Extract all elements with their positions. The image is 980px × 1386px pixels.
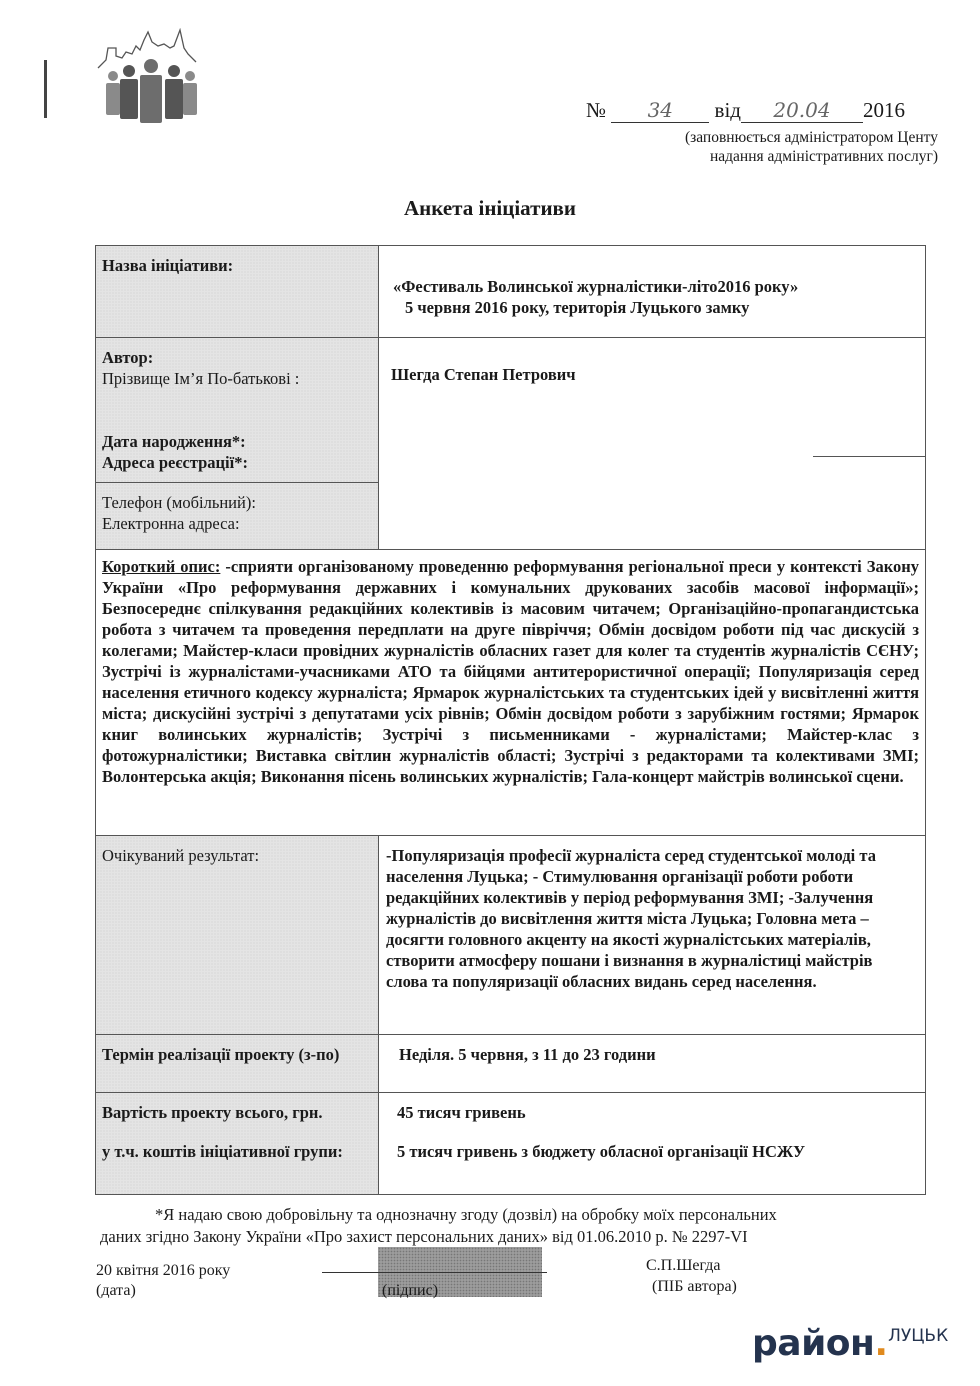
registration-number (586, 98, 905, 123)
label-cell (96, 1093, 379, 1195)
author-caption: (ПІБ автора) (652, 1278, 737, 1295)
expected-result-label: Очікуваний результат: (102, 846, 260, 865)
registration-note-line: надання адміністративних послуг) (709, 148, 938, 165)
phone-label: Телефон (мобільний): (102, 493, 256, 512)
group-funds-value: 5 тисяч гривень з бюджету обласної організації НСЖУ (397, 1142, 806, 1161)
initiative-title: «Фестиваль Волинської журналістики-літо2016 року» (393, 277, 799, 296)
lutsk-community-logo-icon (96, 28, 206, 128)
author-initials: С.П.Шегда (646, 1257, 721, 1274)
registration-note (685, 128, 938, 166)
initiative-date-place: 5 червня 2016 року, територія Луцького замку (405, 298, 750, 317)
address-label: Адреса реєстрації*: (102, 453, 248, 472)
row-initiative-name (96, 246, 926, 338)
full-name-label: Прізвище Ім’я По-батькові : (102, 369, 300, 388)
signature-line (322, 1272, 547, 1273)
term-value[interactable]: Неділя. 5 червня, з 11 до 23 години (379, 1035, 926, 1093)
number-prefix: № (586, 98, 607, 122)
total-cost-value: 45 тисяч гривень (397, 1103, 526, 1122)
label-cell (96, 483, 379, 550)
redaction-line (813, 456, 925, 457)
email-label: Електронна адреса: (102, 514, 240, 533)
scan-artifact-bar (44, 60, 47, 118)
brand-name: район (752, 1323, 875, 1364)
description-text: -сприяти організованому проведенню реформування регіональної преси у контексті Закону України «Про реформування державних і комунальних друкованих засобів масової інформації»; Безпосереднє спілкування редакційних колективів із масовим читачем; Організаційно-пропагандистська робота з читачем та проведення передплати на друге півріччя; Обмін досвідом роботи під час дискусій з колегами; Майстер-класи провідних журналістів обласних газет для колег та студентів журналістів СЄНУ; Зустрічі із журналістами-учасниками АТО та бійцями антитерористичної операції; Популяризація серед населення етичного кодексу журналіста; Ярмарок журналістських та студентських ідей у висвітленні життя міста; дискусійні зустрічі з депутатами усіх рівнів; Обмін досвідом роботи з зарубіжним гостями; Ярмарок книг волинських журналістів; Зустрічі з письменниками - журналістами; Майстер-клас з фотожурналістики; Виставка світлин журналістів області; Зустрічі з редакторами та колективами ЗМІ; Волонтерська акція; Виконання пісень волинських журналістів; Гала-концерт майстрів волинської сцени. (102, 557, 920, 786)
brand-city: ЛУЦЬК (888, 1326, 949, 1346)
page-title: Анкета ініціативи (404, 196, 576, 220)
row-cost (96, 1093, 926, 1195)
label-cell (96, 338, 379, 483)
row-expected-result (96, 836, 926, 1035)
initiative-form-table (95, 245, 926, 1195)
author-label: Автор: (102, 348, 154, 367)
registration-date-field[interactable]: 20.04 (741, 98, 863, 123)
label-cell (96, 836, 379, 1035)
consent-date: 20 квітня 2016 року (96, 1262, 231, 1279)
label-cell (96, 1035, 379, 1093)
description-label: Короткий опис: (102, 557, 221, 576)
signature-caption: (підпис) (382, 1282, 439, 1299)
registration-number-field[interactable]: 34 (611, 98, 709, 123)
row-term (96, 1035, 926, 1093)
date-caption: (дата) (96, 1282, 136, 1299)
cost-value[interactable] (379, 1093, 926, 1195)
total-cost-label: Вартість проекту всього, грн. (102, 1103, 323, 1122)
date-prefix: від (714, 98, 741, 122)
consent-line: *Я надаю свою добровільну та однозначну згоду (дозвіл) на обробку моїх персональних (155, 1205, 777, 1224)
description-cell[interactable] (96, 550, 926, 836)
initiative-name-label: Назва ініціативи: (102, 256, 234, 275)
expected-result-value[interactable]: -Популяризація професії журналіста серед студентської молоді та населення Луцька; - Стимулювання організації роботи роботи редакційних колективів у період реформування ЗМІ; -Залучення журналістів до висвітлення життя міста Луцька; Головна мета – досягти головного акценту на якості журналістських матеріалів, створити атмосферу пошани і визнання в журналістиці майстрів слова та популяризації обласних видань серед населення. (379, 836, 926, 1035)
consent-line: даних згідно Закону України «Про захист персональних даних» від 01.06.2010 р. № 2297-VI (100, 1227, 748, 1246)
row-author (96, 338, 926, 483)
term-label: Термін реалізації проекту (з-по) (102, 1045, 340, 1064)
brand-dot: . (874, 1323, 889, 1364)
author-full-name: Шегда Степан Петрович (391, 365, 576, 384)
initiative-name-value[interactable] (379, 246, 926, 338)
rayon-lutsk-watermark (752, 1323, 948, 1364)
label-cell (96, 246, 379, 338)
author-details-value[interactable] (379, 338, 926, 550)
consent-block (100, 1204, 930, 1248)
group-funds-label: у т.ч. коштів ініціативної групи: (102, 1142, 343, 1161)
registration-year: 2016 (862, 98, 905, 122)
registration-note-line: (заповнюється адміністратором Центу (684, 129, 938, 146)
row-description (96, 550, 926, 836)
birth-date-label: Дата народження*: (102, 432, 246, 451)
